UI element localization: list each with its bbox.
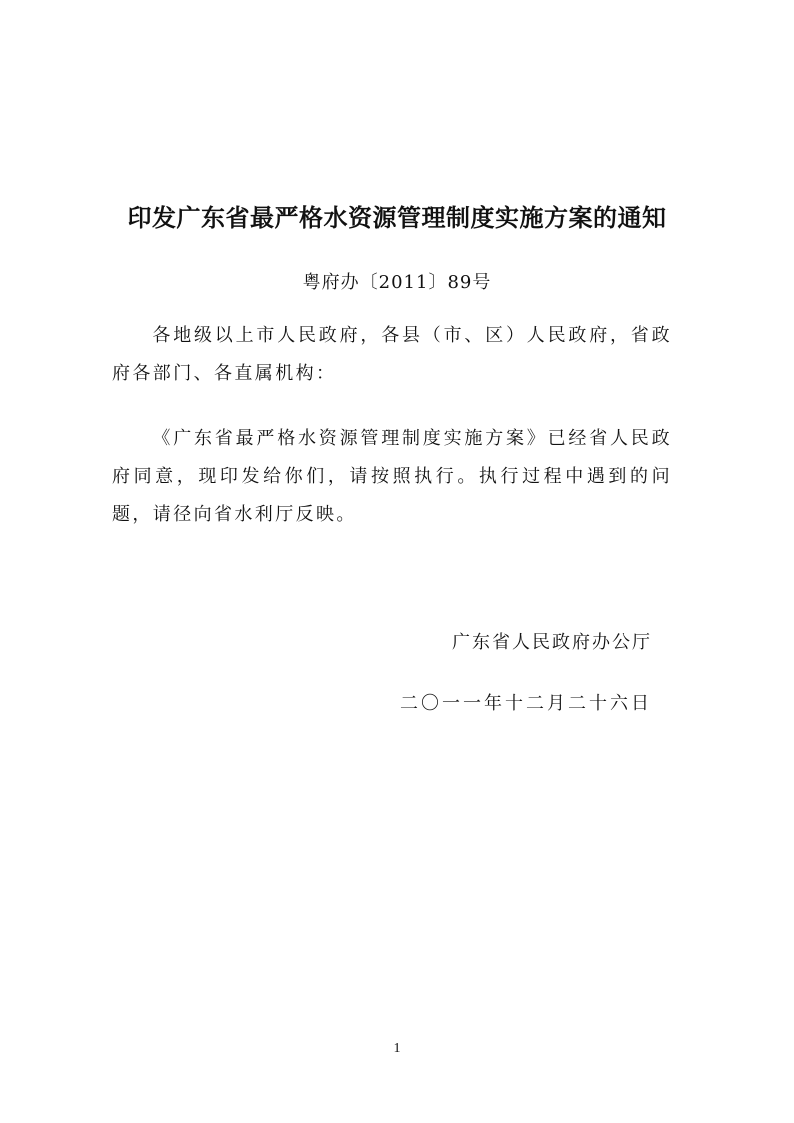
page-number: 1 <box>393 1041 401 1056</box>
recipients-text: 各地级以上市人民政府，各县（市、区）人民政府，省政府各部门、各直属机构： <box>112 325 672 384</box>
document-title: 印发广东省最严格水资源管理制度实施方案的通知 <box>127 204 667 232</box>
document-number: 粤府办〔2011〕89号 <box>302 272 492 293</box>
recipients-paragraph <box>112 317 672 393</box>
issue-date: 二〇一一年十二月二十六日 <box>400 693 652 714</box>
body-text: 《广东省最严格水资源管理制度实施方案》已经省人民政府同意，现印发给你们，请按照执行。执行过程中遇到的问题，请径向省水利厅反映。 <box>112 428 672 525</box>
issuer-signature: 广东省人民政府办公厅 <box>452 632 652 653</box>
body-paragraph <box>112 420 672 534</box>
